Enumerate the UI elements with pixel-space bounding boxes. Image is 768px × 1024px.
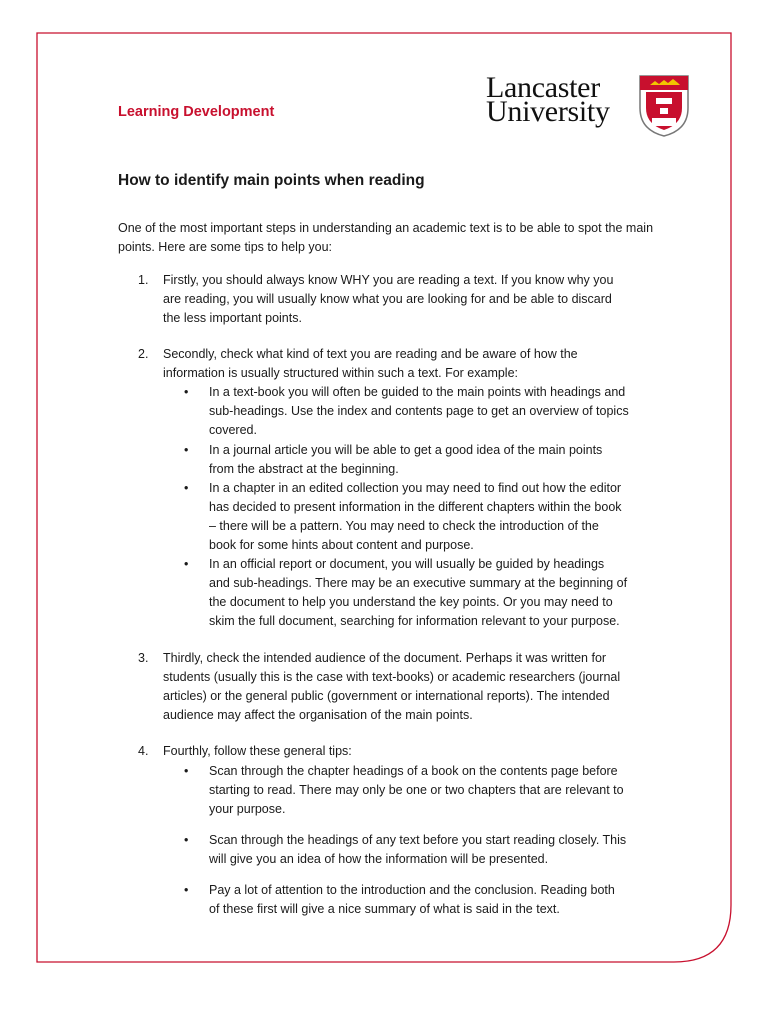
text-line: students (usually this is the case with text-books) or academic researchers (journal — [163, 670, 621, 684]
list-text — [163, 649, 658, 725]
text-line: In a text-book you will often be guided to the main points with headings and — [209, 385, 626, 399]
text-line: Thirdly, check the intended audience of the document. Perhaps it was written for — [163, 651, 607, 665]
text-line: sub-headings. Use the index and contents page to get an overview of topics — [209, 404, 629, 418]
list-number: 1. — [138, 273, 149, 287]
bullet-text — [209, 479, 664, 555]
text-line: book for some hints about content and purpose. — [209, 538, 474, 552]
bullet-text — [209, 383, 664, 440]
text-line: information is usually structured within such a text. For example: — [163, 366, 519, 380]
text-line: Scan through the headings of any text before you start reading closely. This — [209, 833, 627, 847]
logo-text-line2: University — [486, 95, 610, 128]
bullet-icon: • — [184, 764, 189, 778]
text-line: of these first will give a nice summary of what is said in the text. — [209, 902, 560, 916]
list-number: 4. — [138, 744, 149, 758]
text-line: covered. — [209, 423, 257, 437]
text-line: audience may affect the organisation of the main points. — [163, 708, 473, 722]
text-line: Pay a lot of attention to the introduction and the conclusion. Reading both — [209, 883, 615, 897]
bullet-text — [209, 762, 664, 819]
university-logo — [486, 71, 696, 140]
list-number: 2. — [138, 347, 149, 361]
text-line: In a journal article you will be able to get a good idea of the main points — [209, 443, 603, 457]
brand-label: Learning Development — [118, 104, 275, 120]
list-text — [163, 271, 658, 328]
text-line: articles) or the general public (government or international reports). The intended — [163, 689, 610, 703]
text-line: skim the full document, searching for information relevant to your purpose. — [209, 614, 620, 628]
bullet-text — [209, 881, 664, 919]
text-line: will give you an idea of how the information will be presented. — [209, 852, 549, 866]
text-line: are reading, you will usually know what you are looking for and be able to discard — [163, 292, 612, 306]
text-line: the document to help you understand the key points. Or you may need to — [209, 595, 613, 609]
text-line: Firstly, you should always know WHY you are reading a text. If you know why you — [163, 273, 614, 287]
text-line: has decided to present information in the different chapters within the book — [209, 500, 622, 514]
text-line: – there will be a pattern. You may need to check the introduction of the — [209, 519, 599, 533]
text-line: In a chapter in an edited collection you may need to find out how the editor — [209, 481, 622, 495]
list-text — [163, 345, 658, 383]
bullet-icon: • — [184, 833, 189, 847]
intro-paragraph: One of the most important steps in understanding an academic text is to be able to spot the main points. Here are some tips to help you: — [118, 221, 654, 254]
logo-text-line1: Lancaster — [486, 71, 600, 104]
text-line: from the abstract at the beginning. — [209, 462, 399, 476]
bullet-icon: • — [184, 557, 189, 571]
text-line: your purpose. — [209, 802, 286, 816]
bullet-icon: • — [184, 443, 189, 457]
bullet-icon: • — [184, 481, 189, 495]
text-line: Fourthly, follow these general tips: — [163, 744, 352, 758]
bullet-text — [209, 831, 664, 869]
bullet-icon: • — [184, 385, 189, 399]
text-line: Scan through the chapter headings of a book on the contents page before — [209, 764, 618, 778]
text-line: Secondly, check what kind of text you are reading and be aware of how the — [163, 347, 578, 361]
list-text — [163, 742, 658, 761]
crest-icon — [638, 74, 690, 138]
list-number: 3. — [138, 651, 149, 665]
bullet-icon: • — [184, 883, 189, 897]
bullet-text — [209, 555, 664, 631]
bullet-text — [209, 441, 664, 479]
text-line: and sub-headings. There may be an executive summary at the beginning of — [209, 576, 628, 590]
text-line: the less important points. — [163, 311, 302, 325]
page-title: How to identify main points when reading — [118, 172, 425, 189]
text-line: In an official report or document, you will usually be guided by headings — [209, 557, 605, 571]
text-line: starting to read. There may only be one or two chapters that are relevant to — [209, 783, 624, 797]
